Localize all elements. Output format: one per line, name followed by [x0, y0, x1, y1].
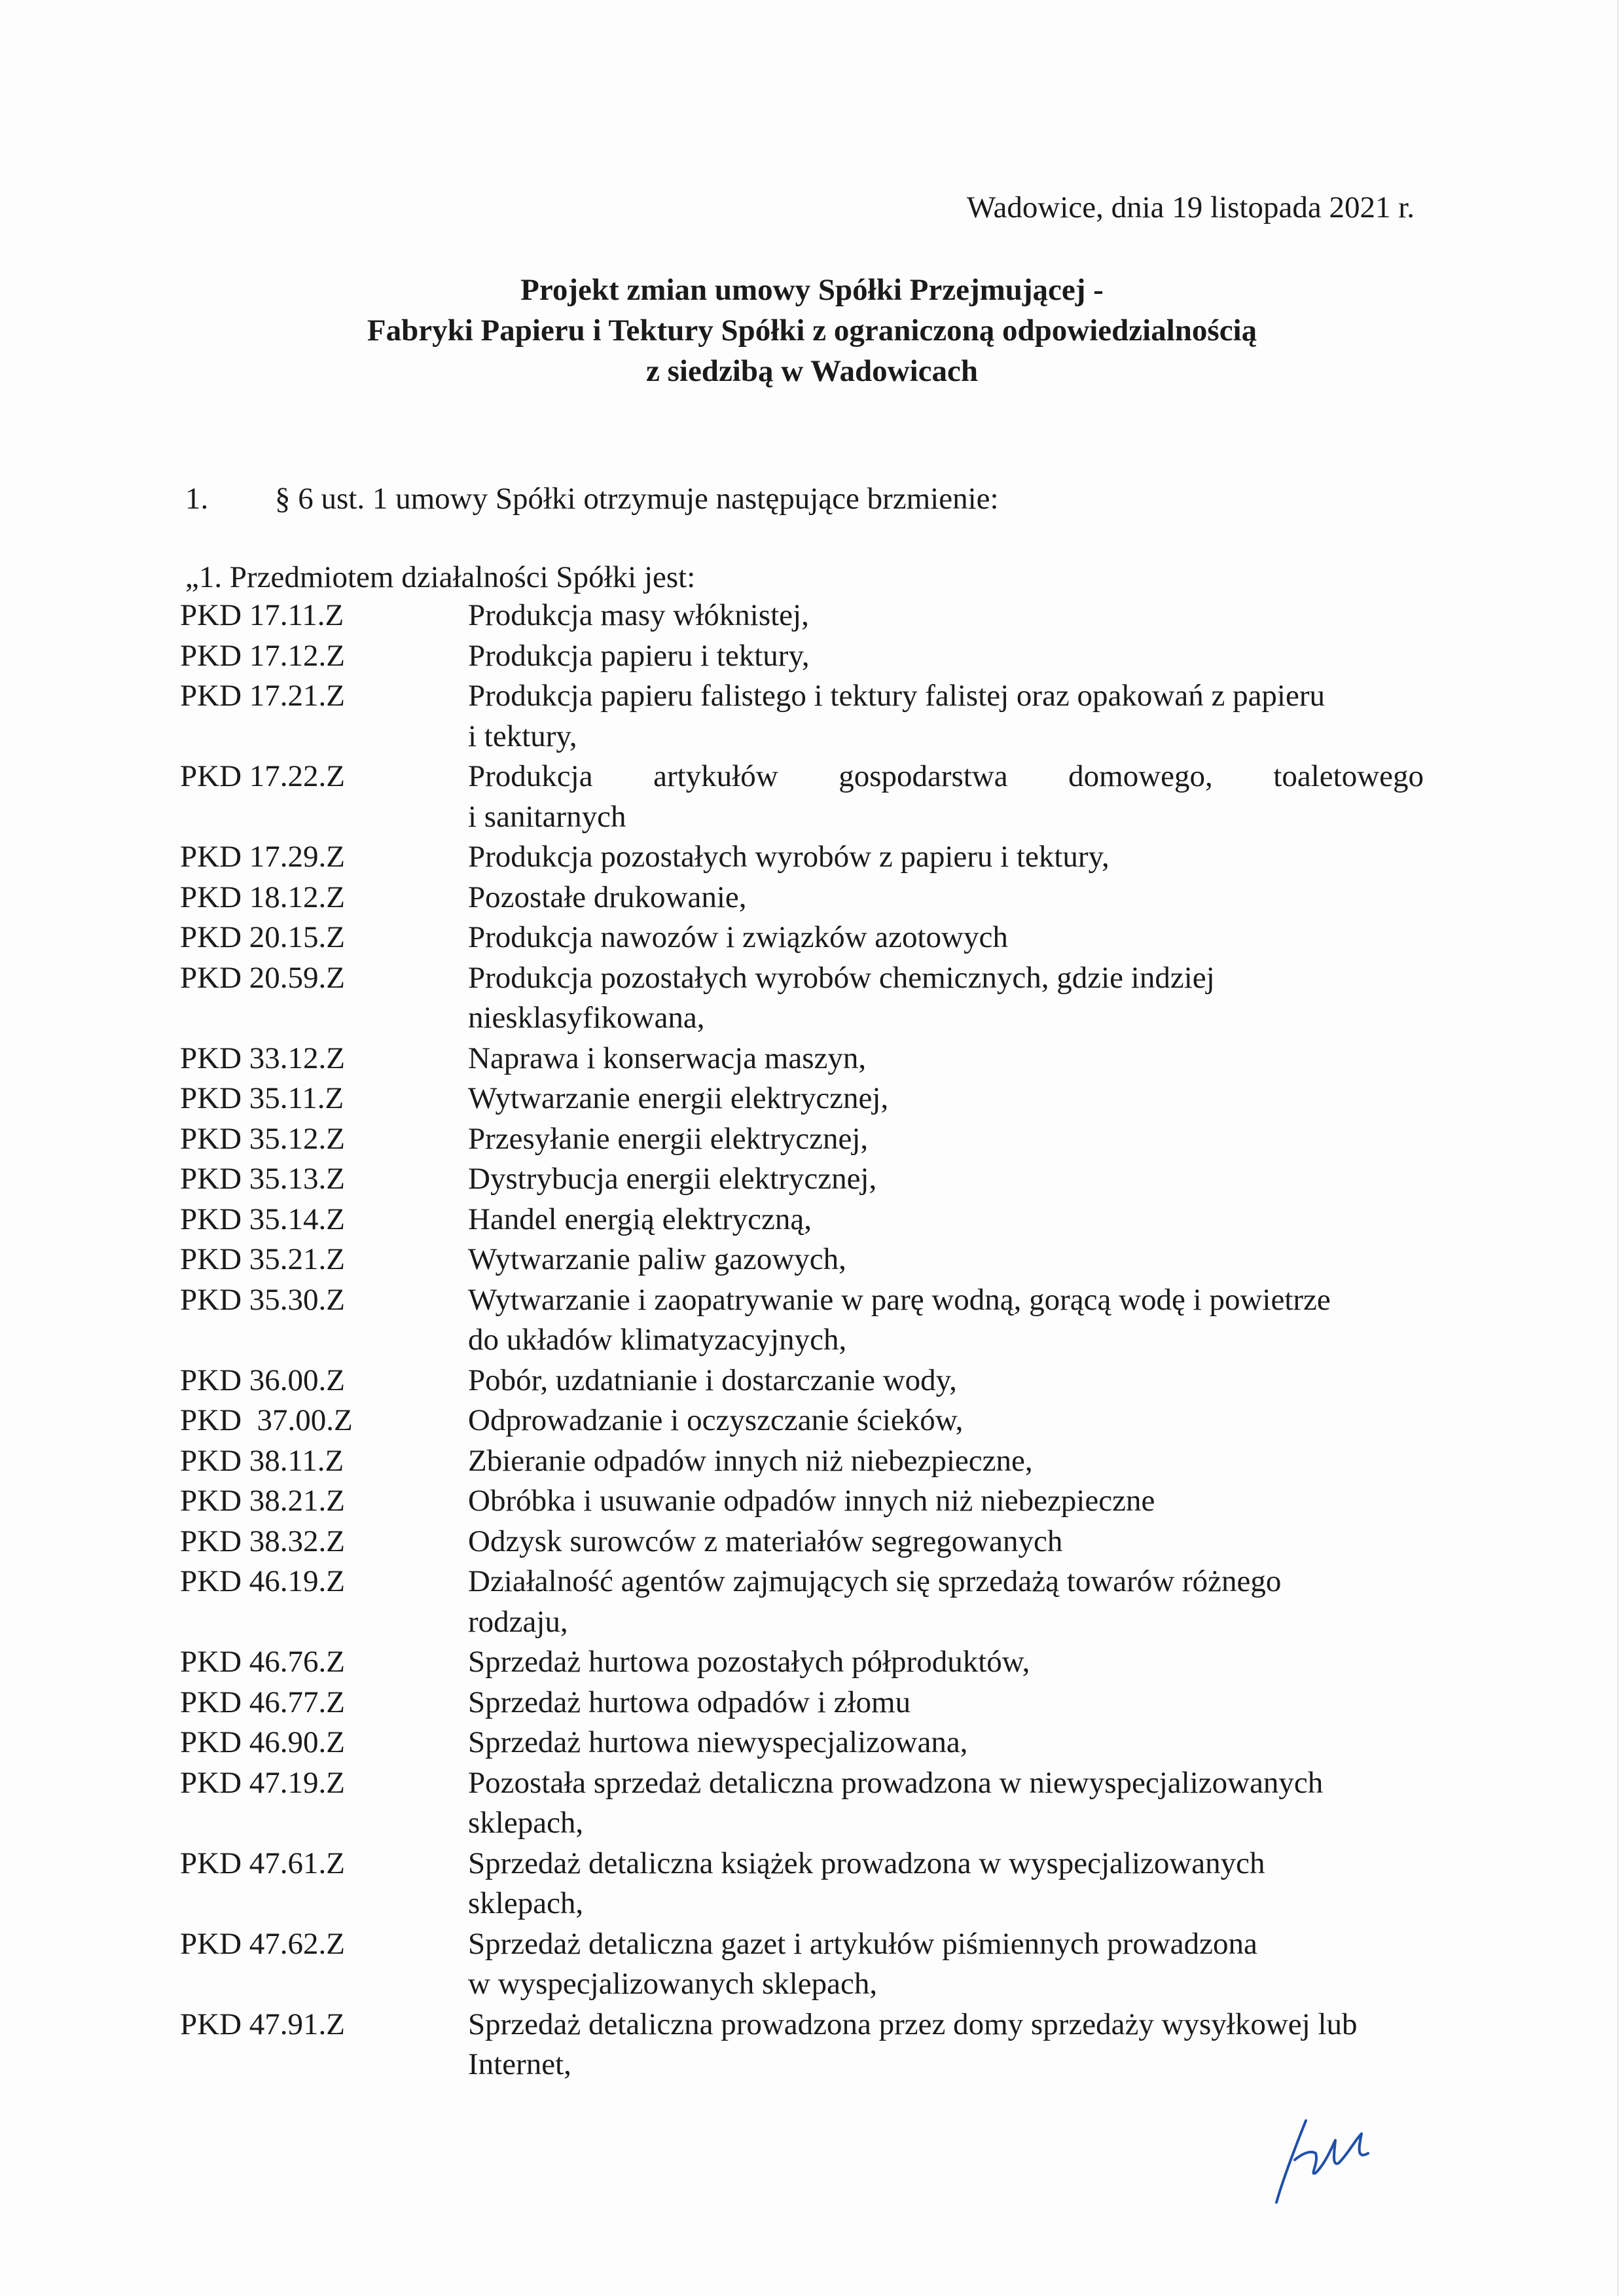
- pkd-row: [180, 837, 1424, 878]
- pkd-description: sklepach,: [468, 1806, 584, 1840]
- pkd-code: PKD 46.77.Z: [180, 1685, 345, 1719]
- pkd-row: [180, 1159, 1424, 1200]
- pkd-code: PKD 17.11.Z: [180, 598, 344, 632]
- title-line-1: Projekt zmian umowy Spółki Przejmującej -: [520, 273, 1104, 307]
- pkd-row: [180, 1522, 1424, 1562]
- pkd-description: Produkcja papieru falistego i tektury falistej oraz opakowań z papieru: [468, 679, 1326, 713]
- pkd-description: Sprzedaż hurtowa niewyspecjalizowana,: [468, 1725, 968, 1759]
- pkd-code: PKD 46.76.Z: [180, 1645, 345, 1679]
- pkd-row: [180, 1602, 1424, 1643]
- pkd-row: [180, 958, 1424, 999]
- pkd-row: [180, 1924, 1424, 1965]
- pkd-row: [180, 918, 1424, 958]
- pkd-code: PKD 17.22.Z: [180, 759, 345, 793]
- pkd-row: [180, 1884, 1424, 1924]
- pkd-row: [180, 1683, 1424, 1723]
- pkd-row: [180, 1361, 1424, 1401]
- pkd-description: Wytwarzanie paliw gazowych,: [468, 1242, 846, 1276]
- pkd-description: Dystrybucja energii elektrycznej,: [468, 1162, 877, 1196]
- pkd-code: PKD 35.12.Z: [180, 1121, 345, 1156]
- pkd-description: Obróbka i usuwanie odpadów innych niż niebezpieczne: [468, 1484, 1155, 1518]
- pkd-row: [180, 1803, 1424, 1844]
- pkd-row: [180, 1964, 1424, 2005]
- pkd-code: PKD 35.21.Z: [180, 1242, 345, 1276]
- pkd-row: [180, 2005, 1424, 2045]
- pkd-code: PKD 35.14.Z: [180, 1202, 345, 1236]
- section-text: § 6 ust. 1 umowy Spółki otrzymuje następujące brzmienie:: [275, 482, 999, 516]
- pkd-description: Produkcja masy włóknistej,: [468, 598, 809, 632]
- pkd-row: [180, 1320, 1424, 1361]
- pkd-row: [180, 717, 1424, 757]
- pkd-row: [180, 1562, 1424, 1602]
- pkd-row: [180, 1200, 1424, 1240]
- title-line-3: z siedzibą w Wadowicach: [645, 354, 979, 388]
- pkd-code: [180, 1320, 468, 1361]
- pkd-code: PKD 17.12.Z: [180, 638, 345, 673]
- pkd-description: Sprzedaż hurtowa pozostałych półproduktów,: [468, 1645, 1030, 1679]
- pkd-code: PKD 47.19.Z: [180, 1765, 345, 1800]
- pkd-row: [180, 878, 1424, 918]
- pkd-code: PKD 36.00.Z: [180, 1363, 345, 1397]
- pkd-code: [180, 1602, 468, 1643]
- pkd-description: rodzaju,: [468, 1604, 568, 1639]
- pkd-description: Produkcja pozostałych wyrobów chemicznych, gdzie indziej: [468, 960, 1215, 995]
- pkd-description: Pozostałe drukowanie,: [468, 880, 747, 914]
- pkd-row: [180, 1481, 1424, 1522]
- pkd-code: PKD 35.11.Z: [180, 1081, 344, 1115]
- pkd-row: [180, 1280, 1424, 1321]
- pkd-code: PKD 18.12.Z: [180, 880, 345, 914]
- pkd-row: [180, 797, 1424, 838]
- pkd-row: [180, 1763, 1424, 1804]
- pkd-description: w wyspecjalizowanych sklepach,: [468, 1967, 878, 2001]
- pkd-code: [180, 797, 468, 838]
- pkd-row: [180, 998, 1424, 1039]
- pkd-description: Sprzedaż detaliczna gazet i artykułów piśmiennych prowadzona: [468, 1926, 1257, 1961]
- pkd-row: [180, 1240, 1424, 1280]
- pkd-code: [180, 998, 468, 1039]
- pkd-description: Produkcja nawozów i związków azotowych: [468, 920, 1008, 954]
- section-intro: „1. Przedmiotem działalności Spółki jest:: [185, 560, 696, 594]
- pkd-description: i tektury,: [468, 719, 577, 753]
- pkd-code: PKD 47.62.Z: [180, 1926, 345, 1961]
- pkd-code: [180, 2045, 468, 2085]
- pkd-code: PKD 33.12.Z: [180, 1041, 345, 1075]
- pkd-list: [180, 596, 1424, 2085]
- pkd-row: [180, 1844, 1424, 1884]
- pkd-code: PKD 38.32.Z: [180, 1524, 345, 1558]
- pkd-description: Handel energią elektryczną,: [468, 1202, 812, 1236]
- pkd-description: Odprowadzanie i oczyszczanie ścieków,: [468, 1403, 964, 1437]
- pkd-description: Produkcja pozostałych wyrobów z papieru i tektury,: [468, 840, 1110, 874]
- pkd-description: Odzysk surowców z materiałów segregowanych: [468, 1524, 1063, 1558]
- pkd-row: [180, 676, 1424, 717]
- pkd-row: [180, 1642, 1424, 1683]
- date-line: Wadowice, dnia 19 listopada 2021 r.: [966, 190, 1415, 224]
- title-line-2: Fabryki Papieru i Tektury Spółki z ograniczoną odpowiedzialnością: [367, 314, 1257, 348]
- pkd-description: Produkcja papieru i tektury,: [468, 638, 810, 673]
- pkd-description: Internet,: [468, 2047, 571, 2081]
- pkd-code: PKD 46.90.Z: [180, 1725, 345, 1759]
- pkd-code: [180, 717, 468, 757]
- pkd-code: PKD 37.00.Z: [180, 1403, 353, 1437]
- pkd-code: PKD 35.13.Z: [180, 1162, 345, 1196]
- pkd-row: [180, 596, 1424, 636]
- pkd-description: Przesyłanie energii elektrycznej,: [468, 1121, 869, 1156]
- pkd-code: PKD 38.11.Z: [180, 1443, 344, 1478]
- pkd-row: [180, 1039, 1424, 1079]
- pkd-code: PKD 47.91.Z: [180, 2007, 345, 2041]
- pkd-row: [180, 1079, 1424, 1119]
- pkd-row: [180, 1723, 1424, 1763]
- pkd-code: [180, 1884, 468, 1924]
- pkd-code: [180, 1803, 468, 1844]
- pkd-description: Wytwarzanie energii elektrycznej,: [468, 1081, 889, 1115]
- pkd-code: PKD 20.15.Z: [180, 920, 345, 954]
- pkd-description: Naprawa i konserwacja maszyn,: [468, 1041, 867, 1075]
- document-title: [0, 270, 1624, 391]
- pkd-description: do układów klimatyzacyjnych,: [468, 1323, 847, 1357]
- pkd-code: PKD 35.30.Z: [180, 1282, 345, 1317]
- pkd-description: Pozostała sprzedaż detaliczna prowadzona w niewyspecjalizowanych: [468, 1765, 1324, 1800]
- pkd-description: Działalność agentów zajmujących się sprzedażą towarów różnego: [468, 1564, 1282, 1598]
- pkd-description: Produkcja artykułów gospodarstwa domowego, toaletowego: [468, 759, 1424, 793]
- pkd-code: PKD 38.21.Z: [180, 1484, 345, 1518]
- pkd-row: [180, 1119, 1424, 1160]
- pkd-description: Sprzedaż detaliczna książek prowadzona w wyspecjalizowanych: [468, 1846, 1265, 1880]
- pkd-description: niesklasyfikowana,: [468, 1001, 705, 1035]
- pkd-code: PKD 46.19.Z: [180, 1564, 345, 1598]
- pkd-description: Sprzedaż hurtowa odpadów i złomu: [468, 1685, 911, 1719]
- pkd-row: [180, 1401, 1424, 1441]
- pkd-description: Pobór, uzdatnianie i dostarczanie wody,: [468, 1363, 957, 1397]
- pkd-description: Wytwarzanie i zaopatrywanie w parę wodną, gorącą wodę i powietrze: [468, 1282, 1331, 1317]
- pkd-row: [180, 636, 1424, 677]
- pkd-description: Zbieranie odpadów innych niż niebezpieczne,: [468, 1443, 1033, 1478]
- pkd-description: sklepach,: [468, 1886, 584, 1920]
- pkd-row: [180, 757, 1424, 797]
- pkd-row: [180, 1441, 1424, 1482]
- pkd-code: PKD 17.21.Z: [180, 679, 345, 713]
- pkd-description: i sanitarnych: [468, 799, 626, 834]
- pkd-code: PKD 17.29.Z: [180, 840, 345, 874]
- section-number: 1.: [185, 482, 209, 516]
- pkd-description: Sprzedaż detaliczna prowadzona przez domy sprzedaży wysyłkowej lub: [468, 2007, 1358, 2041]
- pkd-row: [180, 2045, 1424, 2085]
- handwritten-signature-icon: [1270, 2114, 1381, 2206]
- pkd-code: PKD 20.59.Z: [180, 960, 345, 995]
- pkd-code: PKD 47.61.Z: [180, 1846, 345, 1880]
- pkd-code: [180, 1964, 468, 2005]
